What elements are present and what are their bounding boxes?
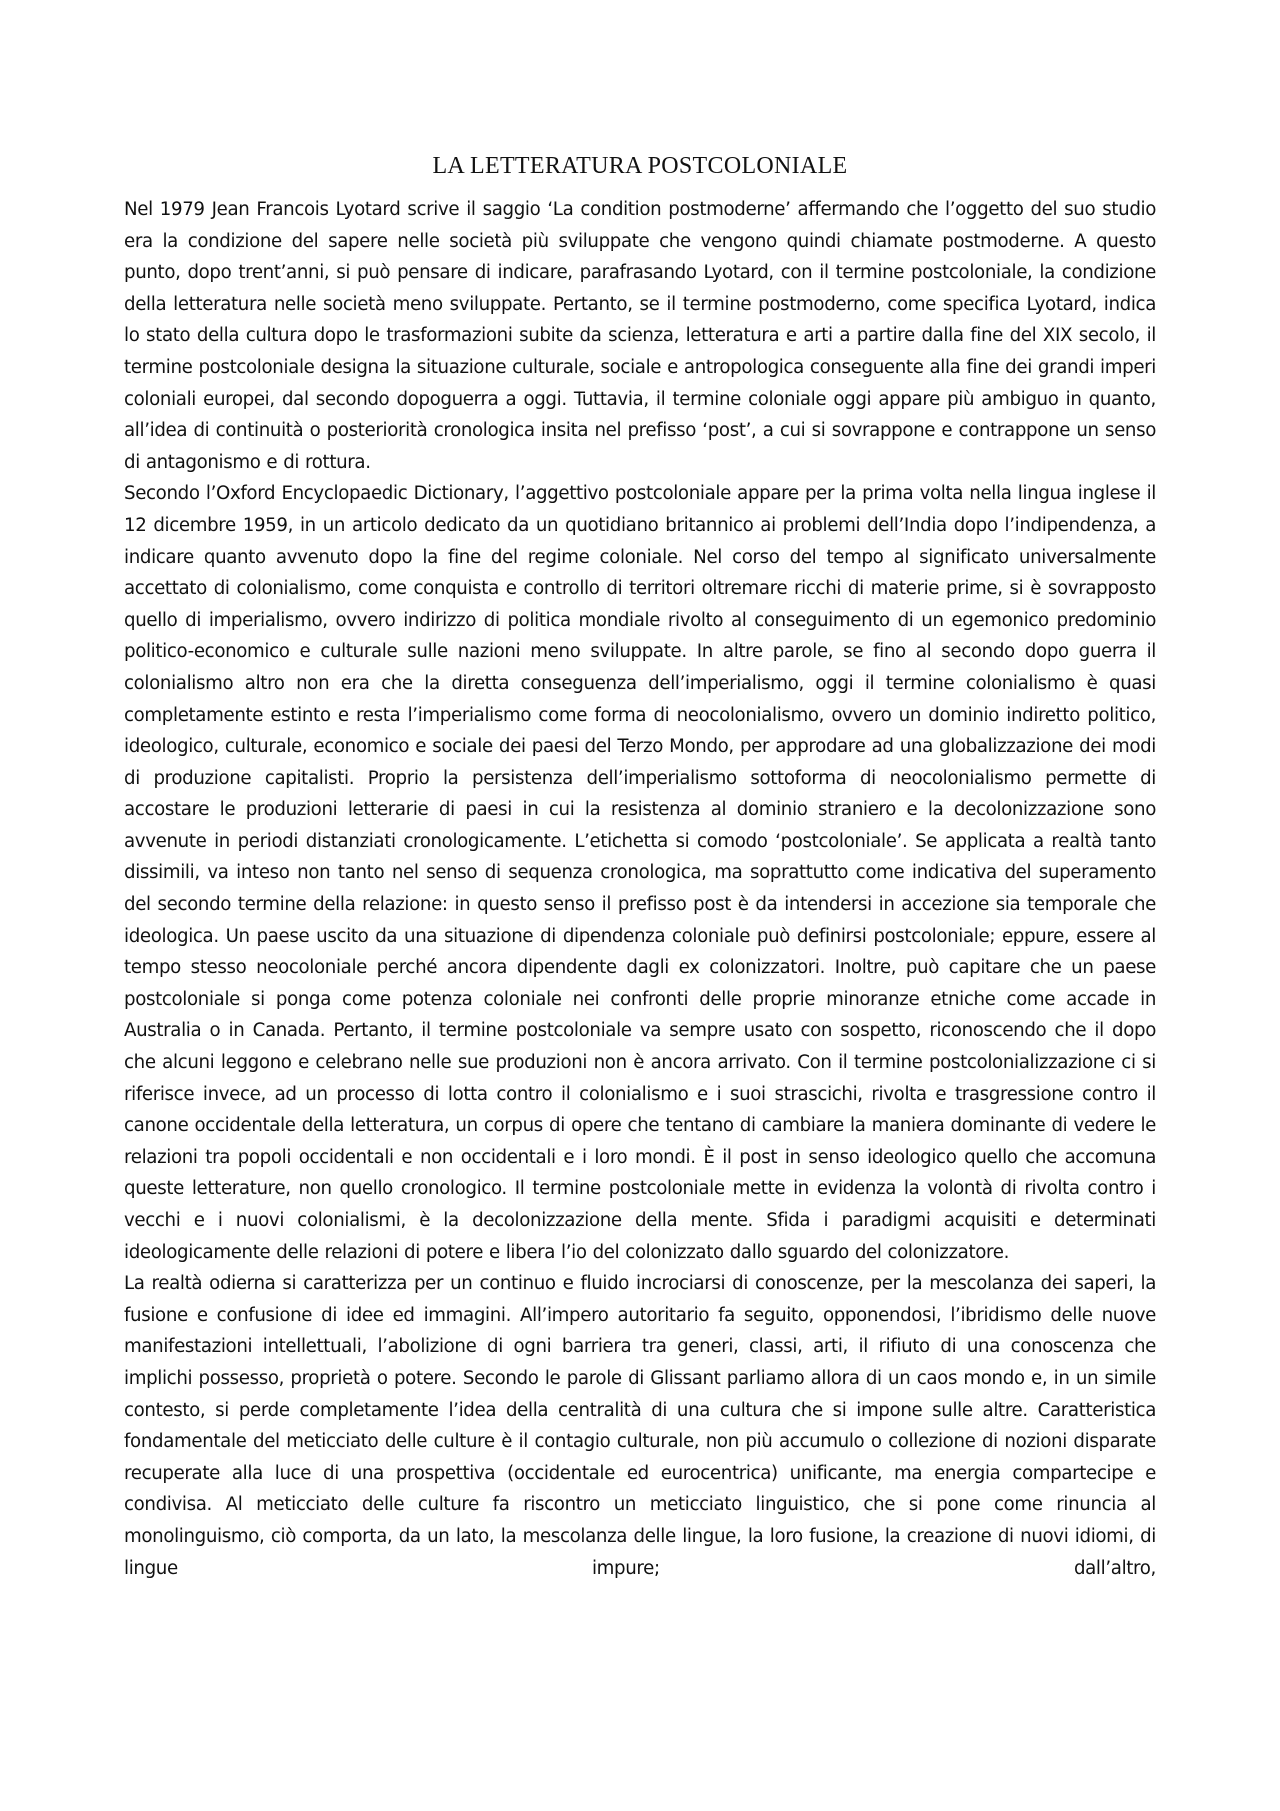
paragraph-3: La realtà odierna si caratterizza per un continuo e fluido incrociarsi di conoscenze, per la mescolanza dei saperi, la fusione e confusione di idee ed immagini. All’impero autoritario fa seguito, opponendosi, l’ibridismo delle nuove manifestazioni intellettuali, l’abolizione di ogni barriera tra generi, classi, arti, il rifiuto di una conoscenza che implichi possesso, proprietà o potere. Secondo le parole di Glissant parliamo allora di un caos mondo e, in un simile contesto, si perde completamente l’idea della centralità di una cultura che si impone sulle altre. Caratteristica fondamentale del meticciato delle culture è il contagio culturale, non più accumulo o collezione di nozioni disparate recuperate alla luce di una prospettiva (occidentale ed eurocentrica) unificante, ma energia compartecipe e condivisa. Al meticciato delle culture fa riscontro un meticciato linguistico, che si pone come rinuncia al monolinguismo, ciò comporta, da un lato, la mescolanza delle lingue, la loro fusione, la creazione di nuovi idiomi, di lingue impure; dall’altro, bbox=[124, 1273, 1156, 1579]
paragraph-2: Secondo l’Oxford Encyclopaedic Dictionary, l’aggettivo postcoloniale appare per la prima volta nella lingua inglese il 12 dicembre 1959, in un articolo dedicato da un quotidiano britannico ai problemi dell’India dopo l’indipendenza, a indicare quanto avvenuto dopo la fine del regime coloniale. Nel corso del tempo al significato universalmente accettato di colonialismo, come conquista e controllo di territori oltremare ricchi di materie prime, si è sovrapposto quello di imperialismo, ovvero indirizzo di politica mondiale rivolto al conseguimento di un egemonico predominio politico-economico e culturale sulle nazioni meno sviluppate. In altre parole, se fino al secondo dopo guerra il colonialismo altro non era che la diretta conseguenza dell’imperialismo, oggi il termine colonialismo è quasi completamente estinto e resta l’imperialismo come forma di neocolonialismo, ovvero un dominio indiretto politico, ideologico, culturale, economico e sociale dei paesi del Terzo Mondo, per approdare ad una globalizzazione dei modi di produzione capitalisti. Proprio la persistenza dell’imperialismo sottoforma di neocolonialismo permette di accostare le produzioni letterarie di paesi in cui la resistenza al dominio straniero e la decolonizzazione sono avvenute in periodi distanziati cronologicamente. L’etichetta si comodo ‘postcoloniale’. Se applicata a realtà tanto dissimili, va inteso non tanto nel senso di sequenza cronologica, ma soprattutto come indicativa del superamento del secondo termine della relazione: in questo senso il prefisso post è da intendersi in accezione sia temporale che ideologica. Un paese uscito da una situazione di dipendenza coloniale può definirsi postcoloniale; eppure, essere al tempo stesso neocoloniale perché ancora dipendente dagli ex colonizzatori. Inoltre, può capitare che un paese postcoloniale si ponga come potenza coloniale nei confronti delle proprie minoranze etniche come accade in Australia o in Canada. Pertanto, il termine postcoloniale va sempre usato con sospetto, riconoscendo che il dopo che alcuni leggono e celebrano nelle sue produzioni non è ancora arrivato. Con il termine postcolonializzazione ci si riferisce invece, ad un processo di lotta contro il colonialismo e i suoi strascichi, rivolta e trasgressione contro il canone occidentale della letteratura, un corpus di opere che tentano di cambiare la maniera dominante di vedere le relazioni tra popoli occidentali e non occidentali e i loro mondi. È il post in senso ideologico quello che accomuna queste letterature, non quello cronologico. Il termine postcoloniale mette in evidenza la volontà di rivolta contro i vecchi e i nuovi colonialismi, è la decolonizzazione della mente. Sfida i paradigmi acquisiti e determinati ideologicamente delle relazioni di potere e libera l’io del colonizzato dallo sguardo del colonizzatore. bbox=[124, 483, 1156, 1263]
document-title: LA LETTERATURA POSTCOLONIALE bbox=[432, 153, 848, 179]
paragraph-1: Nel 1979 Jean Francois Lyotard scrive il saggio ‘La condition postmoderne’ affermando che l’oggetto del suo studio era la condizione del sapere nelle società più sviluppate che vengono quindi chiamate postmoderne. A questo punto, dopo trent’anni, si può pensare di indicare, parafrasando Lyotard, con il termine postcoloniale, la condizione della letteratura nelle società meno sviluppate. Pertanto, se il termine postmoderno, come specifica Lyotard, indica lo stato della cultura dopo le trasformazioni subite da scienza, letteratura e arti a partire dalla fine del XIX secolo, il termine postcoloniale designa la situazione culturale, sociale e antropologica conseguente alla fine dei grandi imperi coloniali europei, dal secondo dopoguerra a oggi. Tuttavia, il termine coloniale oggi appare più ambiguo in quanto, all’idea di continuità o posteriorità cronologica insita nel prefisso ‘post’, a cui si sovrappone e contrappone un senso di antagonismo e di rottura. bbox=[124, 199, 1156, 473]
document-body bbox=[124, 150, 1156, 1584]
